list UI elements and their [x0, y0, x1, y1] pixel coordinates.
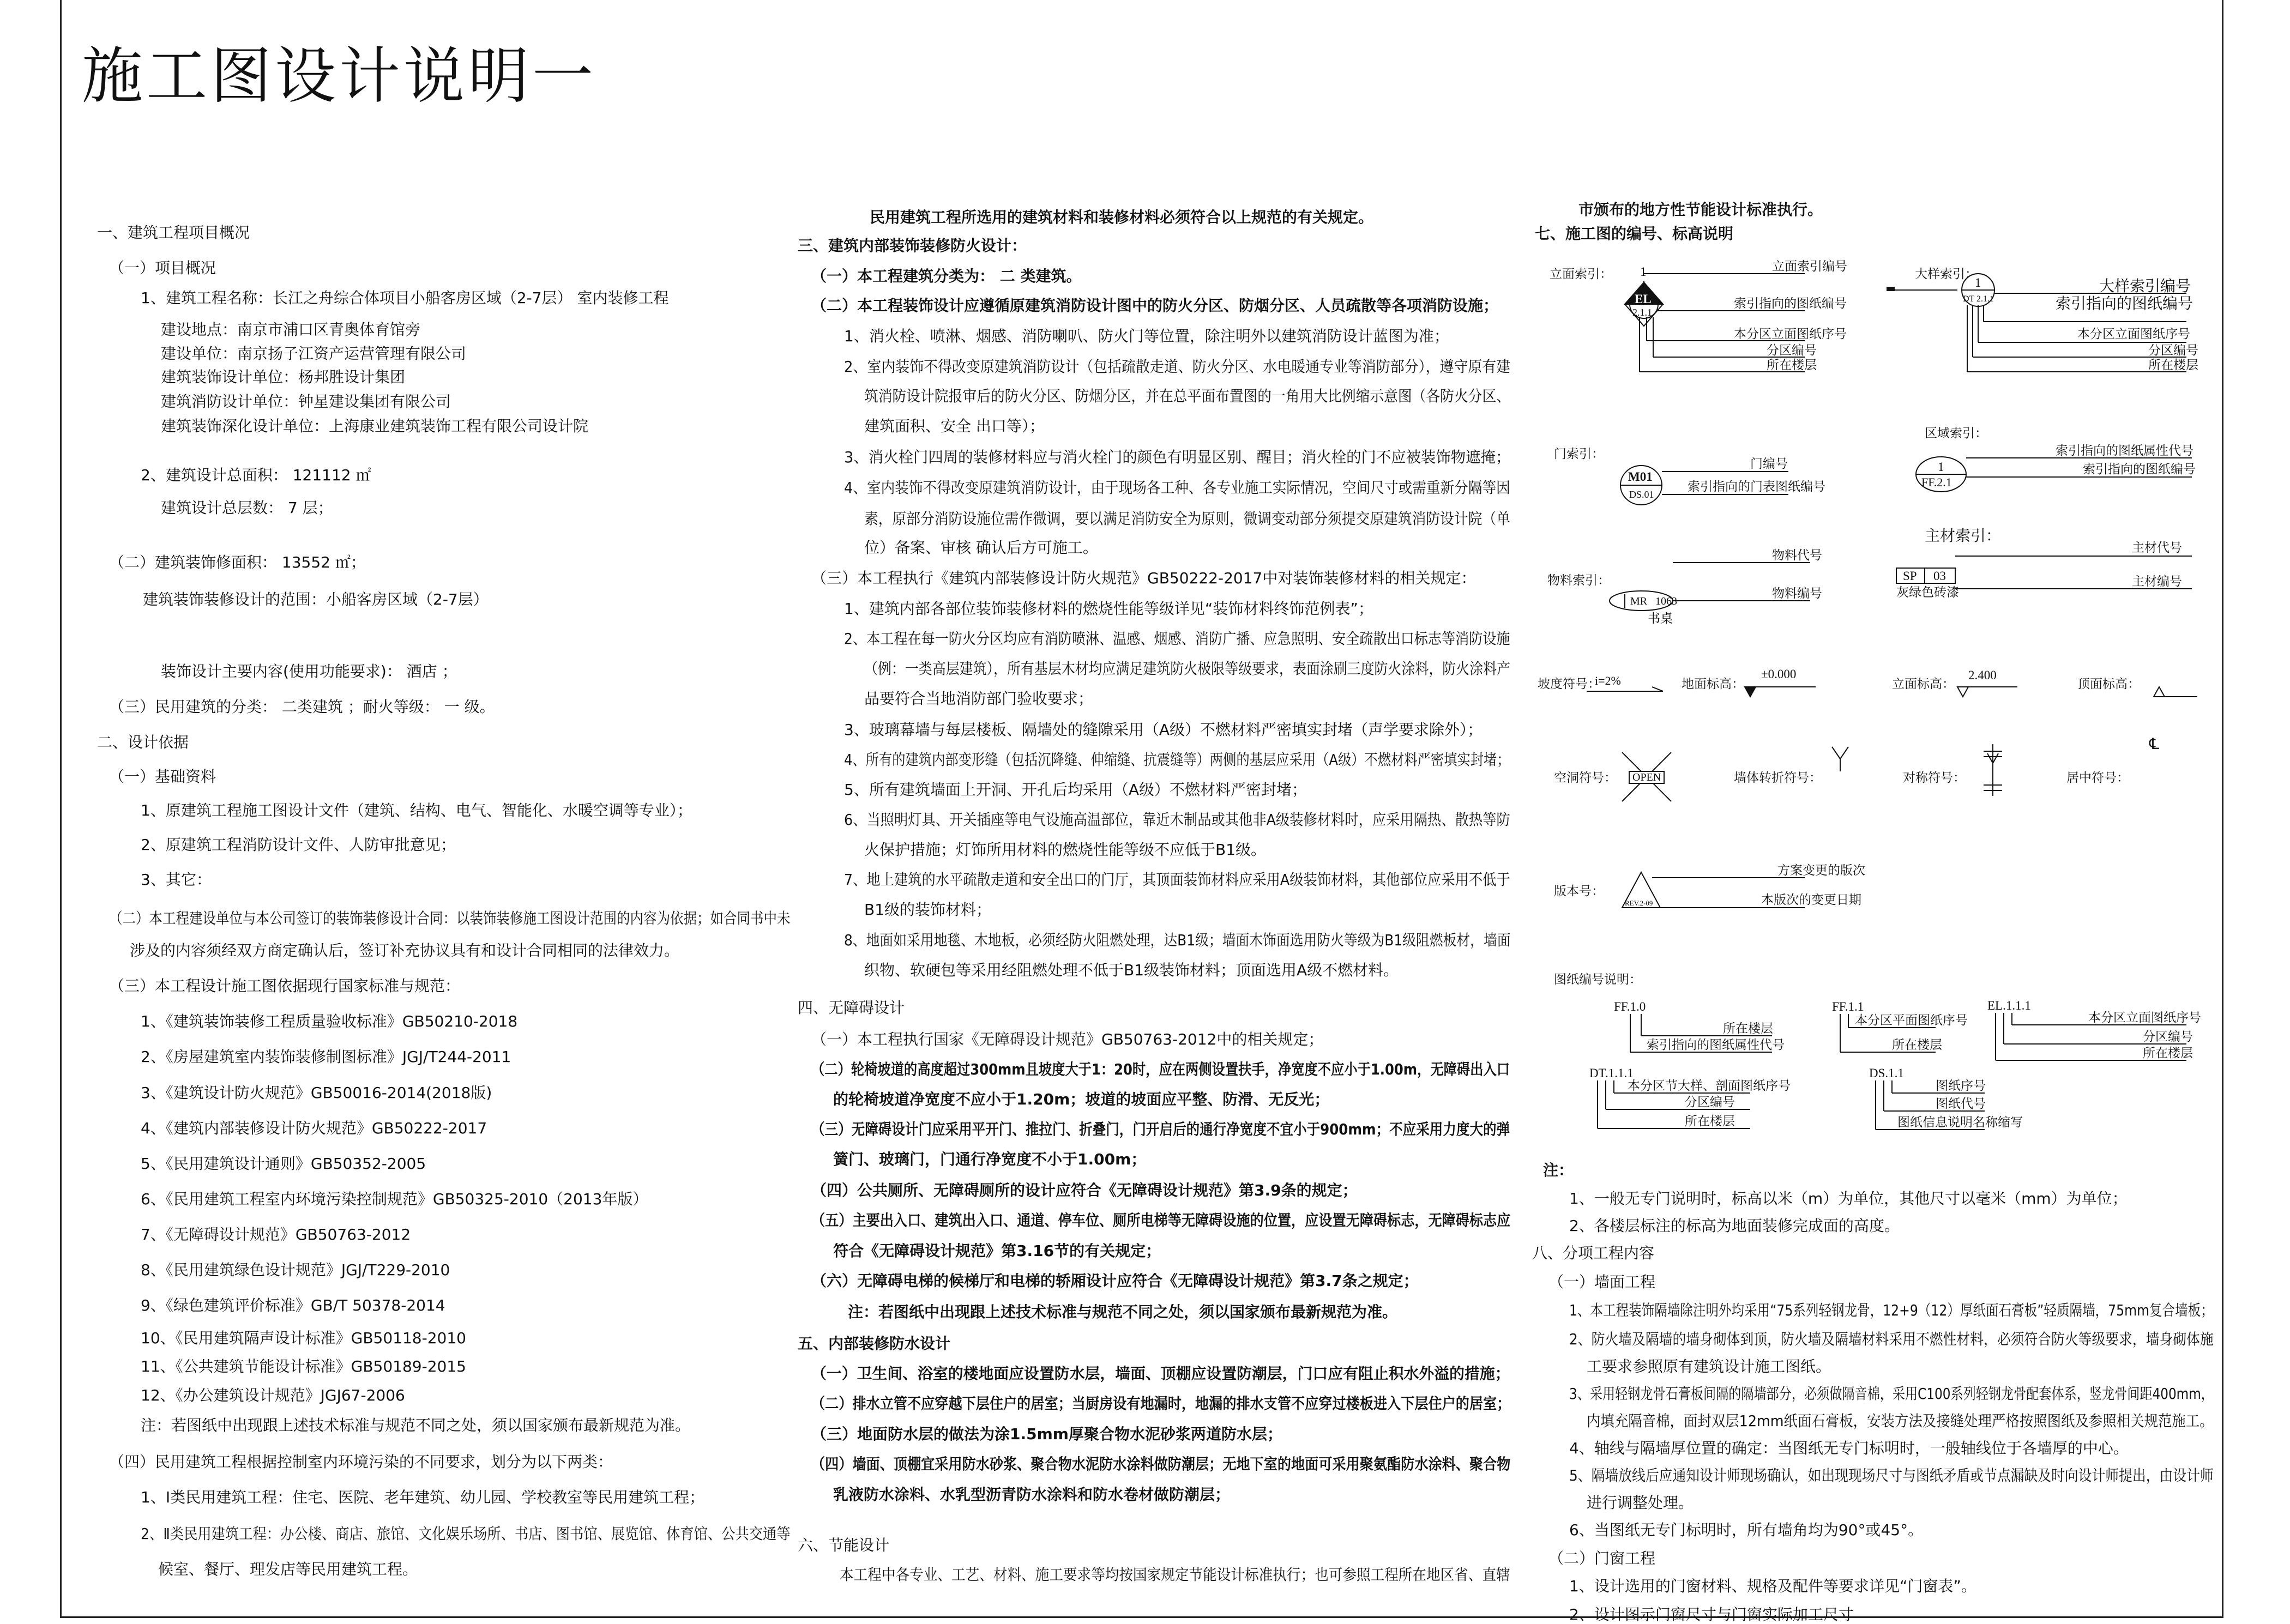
col2-line-4: （二）本工程装饰设计应遵循原建筑消防设计图中的防火分区、防烟分区、人员疏散等各项消防设施； — [811, 297, 1499, 315]
drawing-no-fp-note-2: 所在楼层 — [1892, 1038, 1942, 1052]
drawing-no-ff-note-1: 所在楼层 — [1723, 1022, 1773, 1035]
version-note-2: 本版次的变更日期 — [1761, 893, 1861, 907]
area-index-sub: FF.2.1 — [1921, 475, 1952, 489]
drawing-no-el-note-1: 本分区立面图纸序号 — [2088, 1011, 2201, 1024]
door-index-sub: DS.01 — [1629, 489, 1654, 500]
col1-line-9: 2、建筑设计总面积： 121112 ㎡ — [141, 466, 371, 484]
drawing-no-dt-note-3: 所在楼层 — [1685, 1114, 1735, 1128]
col1-line-28: 6、《民用建筑工程室内环境污染控制规范》GB50325-2010（2013年版） — [141, 1190, 648, 1208]
drawing-no-ds-note-3: 图纸信息说明名称缩写 — [1897, 1115, 2023, 1129]
drawing-no-el-note-3: 所在楼层 — [2143, 1046, 2193, 1060]
col2-line-2: 三、建筑内部装饰装修防火设计： — [798, 237, 1027, 255]
detail-index-label: 大样索引： — [1915, 267, 1978, 281]
elev-note-1: 立面索引编号 — [1772, 259, 1847, 273]
col2-line-25: 8、地面如采用地毯、木地板，必须经防火阻燃处理，达B1级；墙面木饰面选用防火等级为B1级阻燃板材，墙面 — [844, 931, 1511, 949]
col3-line-6: 八、分项工程内容 — [1532, 1244, 1655, 1262]
drawing-no-ff-note-2: 索引指向的图纸属性代号 — [1647, 1038, 1785, 1052]
col2-line-36: （六）无障碍电梯的候梯厅和电梯的轿厢设计应符合《无障碍设计规范》第3.7条之规定； — [811, 1272, 1419, 1290]
col1-line-14: （三）民用建筑的分类： 二类建筑 ；耐火等级： 一 级。 — [109, 698, 495, 716]
col2-line-28: （一）本工程执行国家《无障碍设计规范》GB50763-2012中的相关规定； — [811, 1030, 1324, 1048]
elev-level-label: 立面标高： — [1892, 677, 1955, 691]
detail-note-3: 本分区立面图纸序号 — [2077, 327, 2190, 341]
col1-line-19: 3、其它： — [141, 871, 212, 889]
drawing-no-dt-note-1: 本分区节大样、剖面图纸序号 — [1628, 1079, 1791, 1092]
symmetry-label: 对称符号： — [1903, 771, 1966, 784]
void-tag: OPEN — [1632, 771, 1661, 783]
drawing-no-el-note-2: 分区编号 — [2143, 1030, 2193, 1043]
col2-line-1: 民用建筑工程所选用的建筑材料和装修材料必须符合以上规范的有关规定。 — [870, 208, 1374, 226]
col2-line-32: 簧门、玻璃门，门通行净宽度不小于1.00m； — [833, 1150, 1147, 1168]
col1-line-30: 8、《民用建筑绿色设计规范》JGJ/T229-2010 — [141, 1261, 450, 1279]
col3-line-8: 1、本工程装饰隔墙除注明外均采用“75系列轻钢龙骨，12+9（12）厚纸面石膏板”轻质隔墙，75mm复合墙板； — [1569, 1301, 2214, 1319]
area-index-label: 区域索引： — [1925, 426, 1987, 440]
col2-line-15: 2、本工程在每一防火分区均应有消防喷淋、温感、烟感、消防广播、应急照明、安全疏散出口标志等消防设施 — [844, 630, 1510, 648]
col3-line-17: （二）门窗工程 — [1548, 1549, 1656, 1567]
legend-graphics — [1532, 251, 2208, 1167]
col2-line-44: 六、节能设计 — [798, 1536, 890, 1554]
col2-line-20: 5、所有建筑墙面上开洞、开孔后均采用（A级）不燃材料严密封堵； — [844, 781, 1307, 799]
col2-line-6: 2、室内装饰不得改变原建筑消防设计（包括疏散走道、防火分区、水电暖通专业等消防部分），遵守原有建 — [844, 358, 1511, 376]
col1-line-8: 建筑装饰深化设计单位：上海康业建筑装饰工程有限公司设计院 — [161, 417, 589, 435]
detail-note-2: 索引指向的图纸编号 — [2056, 295, 2193, 312]
col1-line-37: 1、Ⅰ类民用建筑工程：住宅、医院、老年建筑、幼儿园、学校教室等民用建筑工程； — [141, 1488, 705, 1506]
detail-note-5: 所在楼层 — [2148, 358, 2198, 372]
col2-line-42: （四）墙面、顶棚宜采用防水砂浆、聚合物水泥防水涂料做防潮层；无地下室的地面可采用聚氨酯防水涂料、聚合物 — [811, 1455, 1511, 1473]
col3-line-19: 2、设计图示门窗尺寸与门窗实际加工尺寸 — [1569, 1605, 1854, 1623]
col2-line-30: 的轮椅坡道净宽度不应小于1.20m；坡道的坡面应平整、防滑、无反光； — [833, 1090, 1330, 1108]
col2-line-12: 位）备案、审核 确认后方可施工。 — [864, 539, 1098, 557]
main-material-name: 灰绿色砖漆 — [1896, 585, 1959, 599]
col2-line-19: 4、所有的建筑内部变形缝（包括沉降缝、伸缩缝、抗震缝等）两侧的基层应采用（A级）不燃材料严密填实封堵； — [844, 751, 1510, 769]
elev-index-label: 立面索引： — [1550, 267, 1612, 281]
detail-index-num: 1 — [1975, 276, 1981, 289]
detail-note-1: 大样索引编号 — [2099, 278, 2191, 295]
version-label: 版本号： — [1554, 884, 1604, 898]
col1-line-38: 2、Ⅱ类民用建筑工程：办公楼、商店、旅馆、文化娱乐场所、书店、图书馆、展览馆、体育馆、公共交通等 — [141, 1525, 791, 1543]
col1-line-12: 建筑装饰装修设计的范围：小船客房区域（2-7层） — [143, 590, 489, 608]
drawing-no-ds-note-1: 图纸序号 — [1936, 1079, 1986, 1092]
col1-line-2: （一）项目概况 — [109, 259, 216, 277]
col3-line-1: 市颁布的地方性节能设计标准执行。 — [1578, 201, 1823, 219]
col1-line-13: 装饰设计主要内容(使用功能要求)： 酒店 ； — [161, 662, 457, 680]
elev-note-3: 本分区立面图纸序号 — [1734, 327, 1847, 341]
col2-line-37: 注：若图纸中出现跟上述技术标准与规范不同之处，须以国家颁布最新规范为准。 — [848, 1303, 1398, 1321]
center-tag: ℄ — [2149, 736, 2159, 753]
col1-line-24: 2、《房屋建筑室内装饰装修制图标准》JGJ/T244-2011 — [141, 1048, 511, 1066]
col1-line-15: 二、设计依据 — [97, 733, 189, 751]
col1-line-34: 12、《办公建筑设计规范》JGJ67-2006 — [141, 1386, 405, 1404]
col2-line-27: 四、无障碍设计 — [798, 999, 905, 1017]
col1-line-39: 候室、餐厅、理发店等民用建筑工程。 — [158, 1560, 418, 1578]
col1-line-11: （二）建筑装饰修面积： 13552 ㎡； — [109, 553, 366, 571]
col3-line-15: 进行调整处理。 — [1587, 1494, 1694, 1512]
center-label: 居中符号： — [2066, 771, 2129, 784]
col3-line-3: 注： — [1543, 1161, 1574, 1179]
col2-line-34: （五）主要出入口、建筑出入口、通道、停车位、厕所电梯等无障碍设施的位置，应设置无障碍标志，无障碍标志应 — [811, 1211, 1511, 1229]
slope-label: 坡度符号： — [1538, 677, 1600, 691]
col3-line-2: 七、施工图的编号、标高说明 — [1535, 225, 1734, 243]
col2-line-18: 3、玻璃幕墙与每层楼板、隔墙处的缝隙采用（A级）不燃材料严密填实封堵（声学要求除外）； — [844, 721, 1483, 739]
col1-line-25: 3、《建筑设计防火规范》GB50016-2014(2018版) — [141, 1084, 492, 1102]
main-material-note-2: 主材编号 — [2132, 575, 2182, 588]
col2-line-26: 织物、软硬包等采用经阻燃处理不低于B1级装饰材料；顶面选用A级不燃材料。 — [864, 961, 1399, 979]
col2-line-39: （一）卫生间、浴室的楼地面应设置防水层，墙面、顶棚应设置防潮层，门口应有阻止积水外溢的措施； — [811, 1365, 1510, 1382]
col1-line-4: 建设地点：南京市浦口区青奥体育馆旁 — [161, 321, 421, 339]
door-index-label: 门索引： — [1554, 447, 1604, 461]
area-index-num: 1 — [1938, 460, 1944, 474]
drawing-no-dt: DT.1.1.1 — [1589, 1066, 1634, 1080]
version-note-1: 方案变更的版次 — [1777, 864, 1865, 877]
col2-line-45: 本工程中各专业、工艺、材料、施工要求等均按国家规定节能设计标准执行；也可参照工程所在地区省、直辖 — [840, 1566, 1510, 1584]
col3-line-11: 3、采用轻钢龙骨石膏板间隔的隔墙部分，必须做隔音棉，采用C100系列轻钢龙骨配套体系，竖龙骨间距400mm， — [1569, 1385, 2214, 1403]
col1-line-20: （二）本工程建设单位与本公司签订的装饰装修设计合同：以装饰装修施工图设计范围的内容为依据；如合同书中未 — [109, 909, 791, 927]
col1-line-35: 注：若图纸中出现跟上述技术标准与规范不同之处，须以国家颁布最新规范为准。 — [141, 1416, 691, 1434]
col2-line-13: （三）本工程执行《建筑内部装修设计防火规范》GB50222-2017中对装饰装修材料的相关规定： — [811, 569, 1477, 587]
col3-line-14: 5、隔墙放线后应通知设计师现场确认，如出现现场尺寸与图纸矛盾或节点漏缺及时向设计师提出，由设计师 — [1569, 1466, 2214, 1484]
col3-line-13: 4、轴线与隔墙厚位置的确定：当图纸无专门标明时，一般轴线位于各墙厚的中心。 — [1569, 1439, 2129, 1457]
col2-line-24: B1级的装饰材料； — [864, 901, 992, 919]
floor-level-label: 地面标高： — [1682, 677, 1744, 691]
col2-line-33: （四）公共厕所、无障碍厕所的设计应符合《无障碍设计规范》第3.9条的规定； — [811, 1181, 1358, 1199]
elev-index-sub: 2.1.1 — [1632, 307, 1652, 318]
drawing-no-fp: FF.1.1 — [1832, 1000, 1864, 1013]
col2-line-5: 1、消火栓、喷淋、烟感、消防喇叭、防火门等位置，除注明外以建筑消防设计蓝图为准； — [844, 327, 1449, 345]
col1-line-31: 9、《绿色建筑评价标准》GB/T 50378-2014 — [141, 1296, 445, 1314]
col1-line-21: 涉及的内容须经双方商定确认后，签订补充协议具有和设计合同相同的法律效力。 — [130, 941, 680, 959]
col2-line-23: 7、地上建筑的水平疏散走道和安全出口的门厅，其顶面装饰材料应采用A级装饰材料，其他部位应采用不低于 — [844, 871, 1510, 889]
elev-level-value: 2.400 — [1968, 668, 1997, 682]
col3-line-18: 1、设计选用的门窗材料、规格及配件等要求详见“门窗表”。 — [1569, 1577, 1976, 1595]
col1-line-7: 建筑消防设计单位：钟星建设集团有限公司 — [161, 393, 451, 410]
col3-line-9: 2、防火墙及隔墙的墙身砌体到顶，防火墙及隔墙材料采用不燃性材料，必须符合防火等级要求，墙身砌体施 — [1569, 1330, 2214, 1348]
col2-line-31: （三）无障碍设计门应采用平开门、推拉门、折叠门，门开启后的通行净宽度不宜小于900mm；不应采用力度大的弹 — [811, 1120, 1510, 1138]
col1-line-10: 建筑设计总层数： 7 层； — [161, 499, 333, 517]
col2-line-14: 1、建筑内部各部位装饰装修材料的燃烧性能等级详见“装饰材料终饰范例表”； — [844, 600, 1373, 618]
drawing-no-fp-note-1: 本分区平面图纸序号 — [1855, 1013, 1968, 1027]
col2-line-41: （三）地面防水层的做法为涂1.5mm厚聚合物水泥砂浆两道防水层； — [811, 1425, 1282, 1443]
col2-line-43: 乳液防水涂料、水乳型沥青防水涂料和防水卷材做防潮层； — [833, 1486, 1231, 1504]
col3-line-5: 2、各楼层标注的标高为地面装修完成面的高度。 — [1569, 1217, 1900, 1235]
main-material-label: 主材索引： — [1925, 528, 2002, 545]
drawing-no-label: 图纸编号说明： — [1554, 973, 1642, 986]
col3-line-4: 1、一般无专门说明时，标高以米（m）为单位，其他尺寸以毫米（mm）为单位； — [1569, 1190, 2128, 1208]
elev-note-4: 分区编号 — [1767, 343, 1817, 357]
detail-index-sub: DT 2.1.1 — [1963, 294, 1994, 304]
version-tag: REV.2-09 — [1625, 899, 1653, 907]
slope-value: i=2% — [1595, 674, 1621, 687]
col3-line-12: 内填充隔音棉，面封双层12mm纸面石膏板，安装方法及接缝处理严格按照图纸及参照相关规范施工。 — [1587, 1412, 2214, 1430]
wall-turn-label: 墙体转折符号： — [1734, 771, 1822, 784]
col1-line-1: 一、建筑工程项目概况 — [97, 224, 250, 242]
col2-line-11: 素，原部分消防设施位需作微调，要以满足消防安全为原则，微调变动部分须提交原建筑消防设计院（单 — [864, 510, 1510, 528]
material-index-num: 1063 — [1655, 595, 1677, 607]
col1-line-36: （四）民用建筑工程根据控制室内环境污染的不同要求，划分为以下两类： — [109, 1453, 613, 1471]
main-material-num: 03 — [1933, 569, 1946, 583]
void-label: 空洞符号： — [1554, 771, 1617, 784]
material-index-code: MR — [1630, 595, 1648, 607]
door-index-code: M01 — [1628, 470, 1653, 484]
ceiling-level-label: 顶面标高： — [2077, 677, 2140, 691]
col2-line-40: （二）排水立管不应穿越下层住户的居室；当厨房设有地漏时，地漏的排水支管不应穿过楼板进入下层住户的居室； — [811, 1394, 1511, 1412]
col2-line-21: 6、当照明灯具、开关插座等电气设施高温部位，靠近木制品或其他非A级装修材料时，应采用隔热、散热等防 — [844, 811, 1510, 829]
detail-note-4: 分区编号 — [2148, 343, 2198, 357]
col1-line-5: 建设单位：南京扬子江资产运营管理有限公司 — [161, 345, 467, 363]
elev-note-5: 所在楼层 — [1767, 358, 1817, 372]
drawing-no-dt-note-2: 分区编号 — [1685, 1095, 1735, 1109]
col1-line-16: （一）基础资料 — [109, 768, 216, 786]
col2-line-17: 品要符合当地消防部门验收要求； — [864, 690, 1094, 708]
floor-level-value: ±0.000 — [1761, 667, 1797, 681]
drawing-no-ds-note-2: 图纸代号 — [1936, 1097, 1986, 1110]
col2-line-35: 符合《无障碍设计规范》第3.16节的有关规定； — [833, 1242, 1161, 1260]
drawing-no-el: EL.1.1.1 — [1987, 999, 2031, 1012]
col2-line-3: （一）本工程建筑分类为： 二 类建筑。 — [811, 267, 1082, 285]
main-material-note-1: 主材代号 — [2132, 541, 2182, 554]
material-note-1: 物料代号 — [1772, 548, 1822, 562]
col3-line-16: 6、当图纸无专门标明时，所有墙角均为90°或45°。 — [1569, 1521, 1924, 1539]
page-title: 施工图设计说明一 — [82, 41, 596, 112]
material-index-label: 物料索引： — [1547, 573, 1610, 587]
area-note-2: 索引指向的图纸编号 — [2083, 462, 2196, 476]
col1-line-18: 2、原建筑工程消防设计文件、人防审批意见； — [141, 836, 456, 854]
col1-line-3: 1、建筑工程名称：长江之舟综合体项目小船客房区域（2-7层） 室内装修工程 — [141, 289, 669, 307]
elev-index-num: 1 — [1640, 265, 1647, 279]
col1-line-29: 7、《无障碍设计规范》GB50763-2012 — [141, 1225, 411, 1243]
drawing-no-ds: DS.1.1 — [1869, 1066, 1904, 1080]
col2-line-8: 建筑面积、安全 出口等）； — [864, 417, 1045, 435]
symbol-legend — [1532, 251, 2208, 1167]
col1-line-32: 10、《民用建筑隔声设计标准》GB50118-2010 — [141, 1329, 466, 1347]
col1-line-26: 4、《建筑内部装修设计防火规范》GB50222-2017 — [141, 1119, 487, 1137]
material-index-name: 书桌 — [1648, 612, 1673, 625]
col1-line-22: （三）本工程设计施工图依据现行国家标准与规范： — [109, 977, 461, 995]
main-material-code: SP — [1903, 569, 1917, 583]
col1-line-27: 5、《民用建筑设计通则》GB50352-2005 — [141, 1155, 426, 1173]
col3-line-7: （一）墙面工程 — [1548, 1273, 1656, 1291]
col2-line-10: 4、室内装饰不得改变原建筑消防设计，由于现场各工种、各专业施工实际情况，空间尺寸或需重新分隔等因 — [844, 479, 1510, 497]
elev-note-2: 索引指向的图纸编号 — [1734, 297, 1847, 310]
material-note-2: 物料编号 — [1772, 587, 1822, 600]
col2-line-38: 五、内部装修防水设计 — [798, 1335, 951, 1353]
col1-line-23: 1、《建筑装饰装修工程质量验收标准》GB50210-2018 — [141, 1012, 518, 1030]
col2-line-22: 火保护措施；灯饰所用材料的燃烧性能等级不应低于B1级。 — [864, 841, 1267, 859]
col1-line-33: 11、《公共建筑节能设计标准》GB50189-2015 — [141, 1357, 466, 1375]
col2-line-9: 3、消火栓门四周的装修材料应与消火栓门的颜色有明显区别、醒目；消火栓的门不应被装饰物遮掩； — [844, 448, 1511, 466]
col1-line-17: 1、原建筑工程施工图设计文件（建筑、结构、电气、智能化、水暖空调等专业）； — [141, 801, 692, 819]
col1-line-6: 建筑装饰设计单位：杨邦胜设计集团 — [161, 368, 406, 386]
door-note-1: 门编号 — [1750, 457, 1788, 470]
elev-index-code: EL — [1635, 292, 1652, 306]
col2-line-7: 筑消防设计院报审后的防火分区、防烟分区，并在总平面布置图的一角用大比例缩示意图（各防火分区、 — [864, 387, 1510, 405]
area-note-1: 索引指向的图纸属性代号 — [2056, 444, 2193, 457]
col3-line-10: 工要求参照原有建筑设计施工图纸。 — [1587, 1357, 1831, 1375]
door-note-2: 索引指向的门表图纸编号 — [1688, 480, 1825, 493]
drawing-no-ff: FF.1.0 — [1614, 1000, 1646, 1013]
col2-line-16: （例：一类高层建筑），所有基层木材均应满足建筑防火极限等级要求，表面涂刷三度防火涂料，防火涂料产 — [864, 660, 1511, 678]
col2-line-29: （二）轮椅坡道的高度超过300mm且坡度大于1：20时，应在两侧设置扶手，净宽度不应小于1.00m，无障碍出入口 — [811, 1060, 1510, 1078]
